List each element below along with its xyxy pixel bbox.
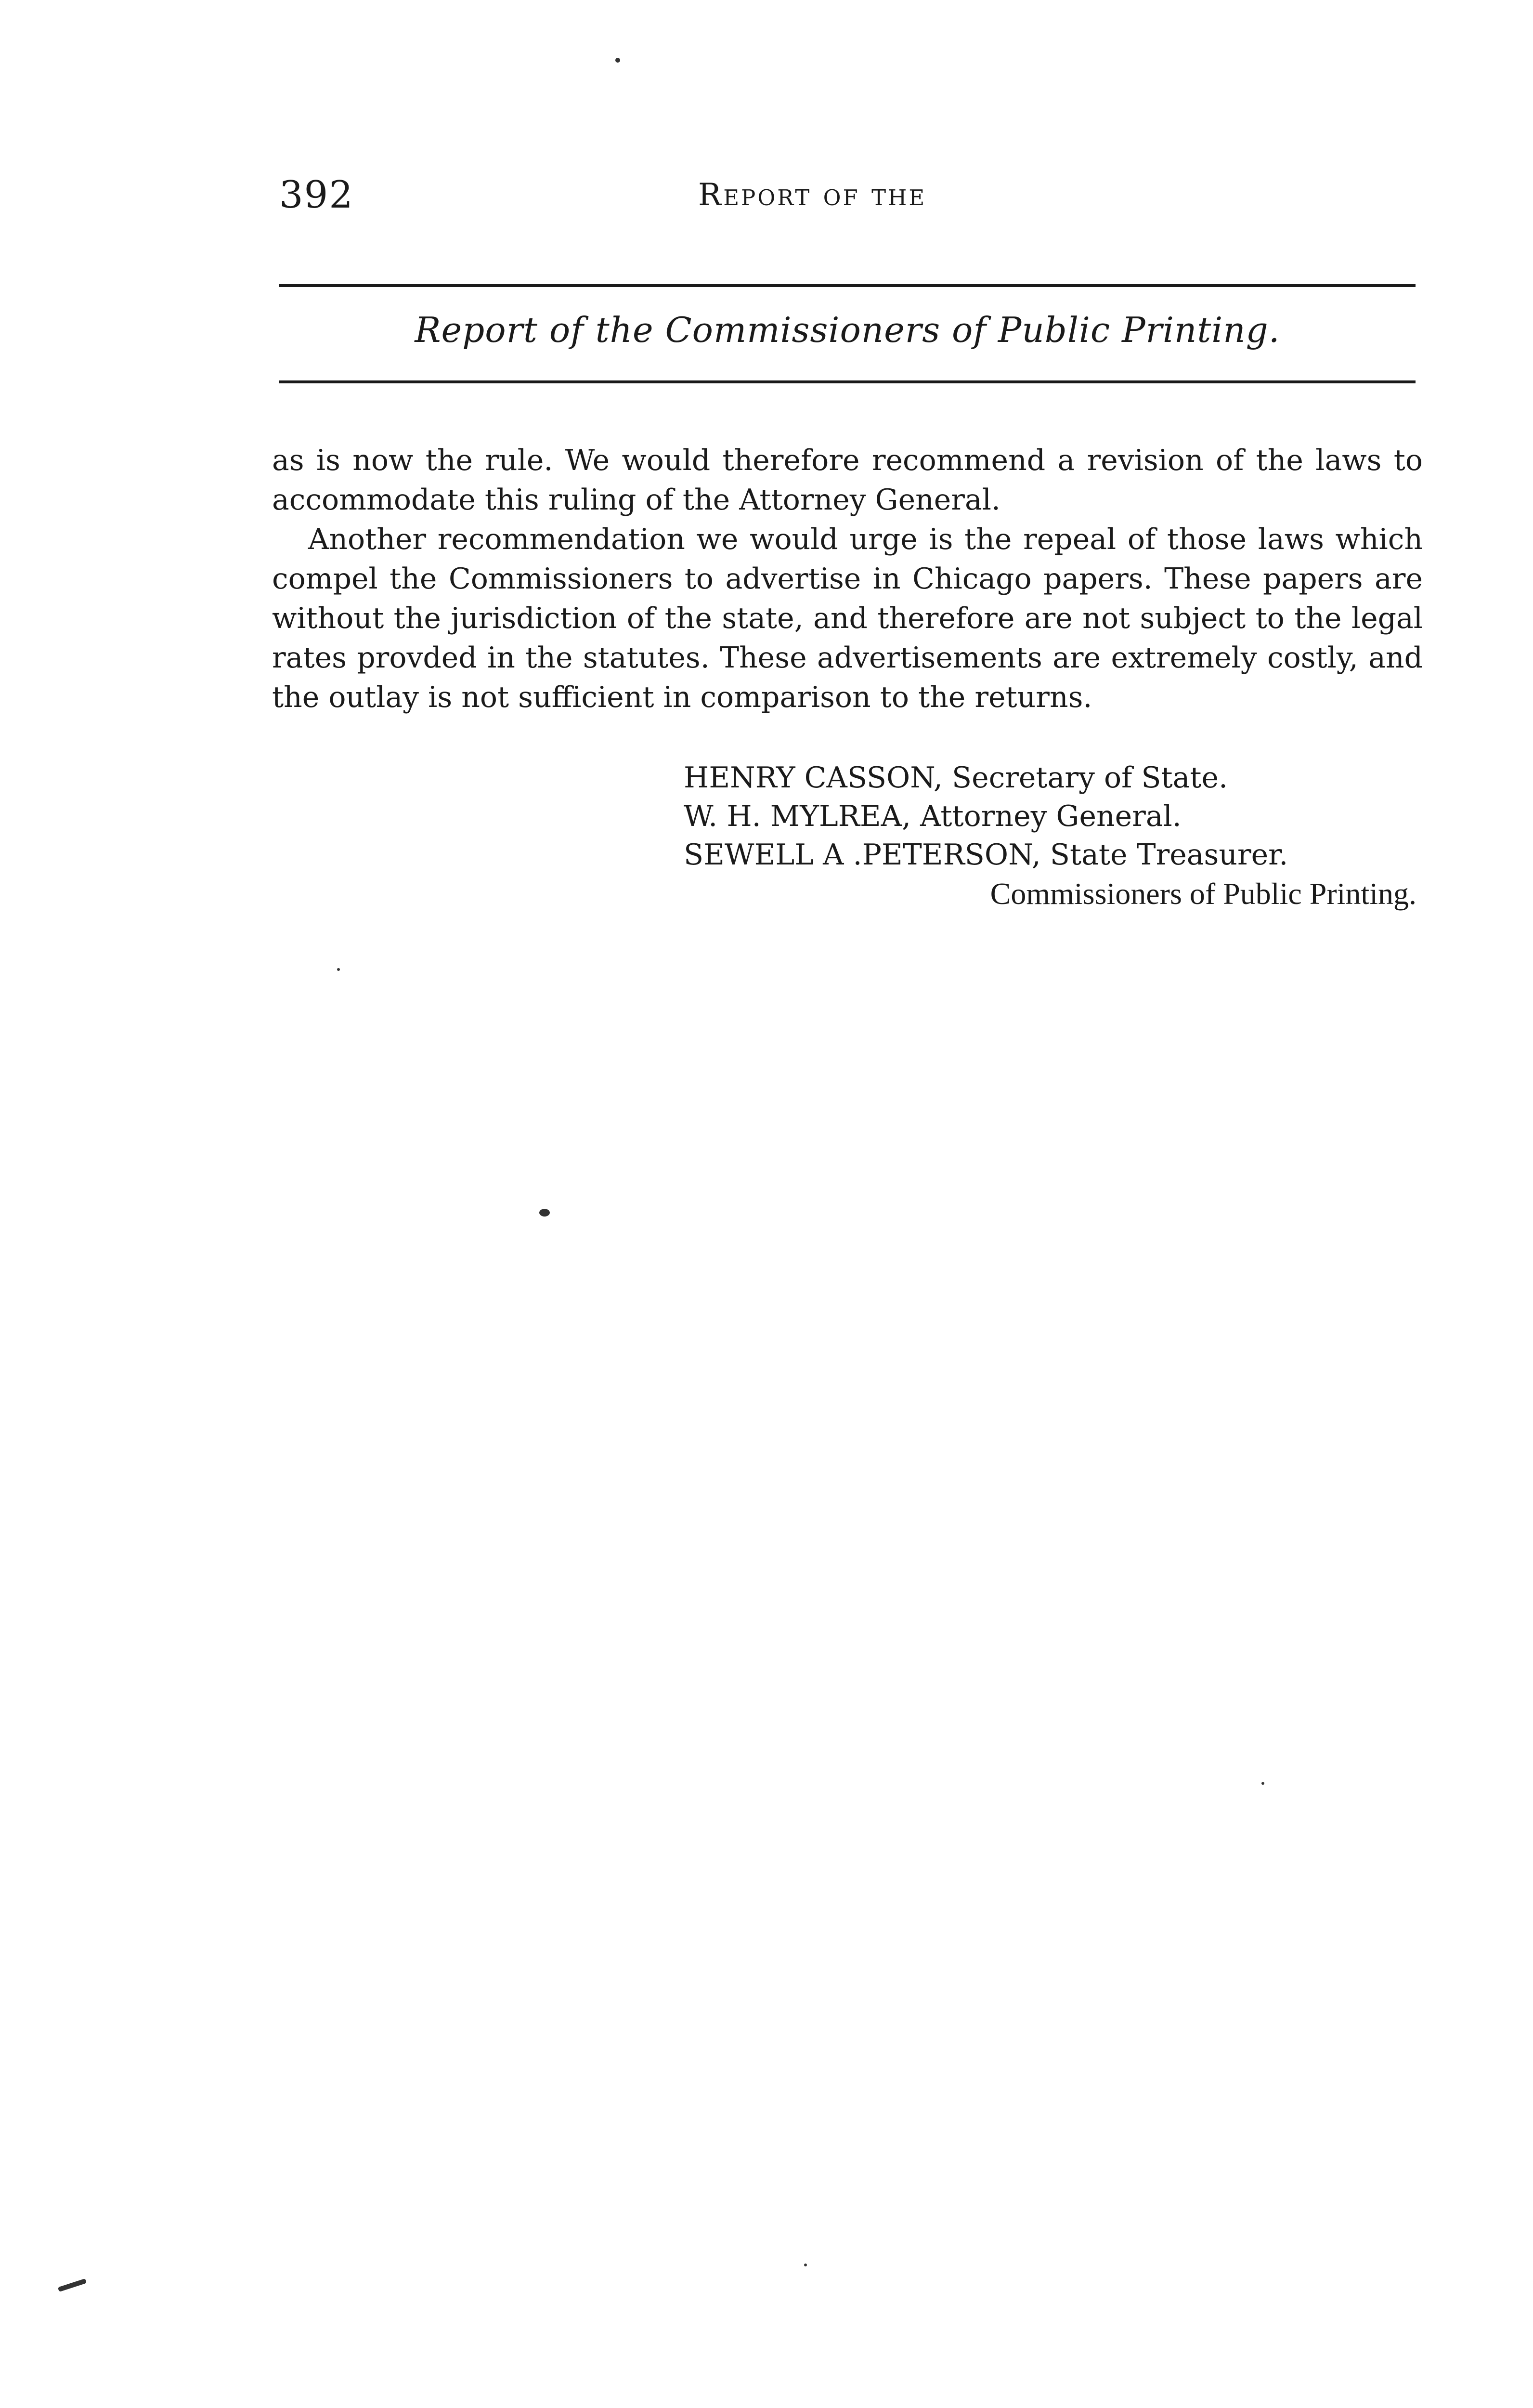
heading-rule-top [279,284,1416,287]
scan-speck [1261,1782,1264,1785]
scan-speck [58,2278,87,2292]
scan-speck [539,1209,550,1217]
running-head [279,171,1416,219]
signature-state-treasurer: SEWELL A .PETERSON, State Treasurer. [684,838,1288,872]
scan-speck [337,968,340,971]
scan-speck [615,58,620,63]
body-text [272,441,1423,717]
body-paragraph-1: as is now the rule. We would therefore recommend a revision of the laws to accommodate this ruling of the Attorney General. [272,444,1423,517]
page-number: 392 [279,173,354,217]
running-title: Report of the [698,177,927,213]
body-paragraph-2: Another recommendation we would urge is the repeal of those laws which compel the Commissioners to advertise in Chicago papers. These papers are without the jurisdiction of the state, and therefore are not subject to the legal rates provded in the statutes. These advertisements are extremely costly, and the outlay is not sufficient in comparison to the returns. [272,523,1423,714]
scan-speck [804,2264,807,2266]
signature-block [684,759,1425,914]
section-heading: Report of the Commissioners of Public Printing. [415,310,1280,350]
heading-rule-bottom [279,380,1416,383]
signature-footer: Commissioners of Public Printing. [990,877,1416,911]
signature-secretary-of-state: HENRY CASSON, Secretary of State. [684,761,1228,795]
signature-attorney-general: W. H. MYLREA, Attorney General. [684,799,1182,833]
